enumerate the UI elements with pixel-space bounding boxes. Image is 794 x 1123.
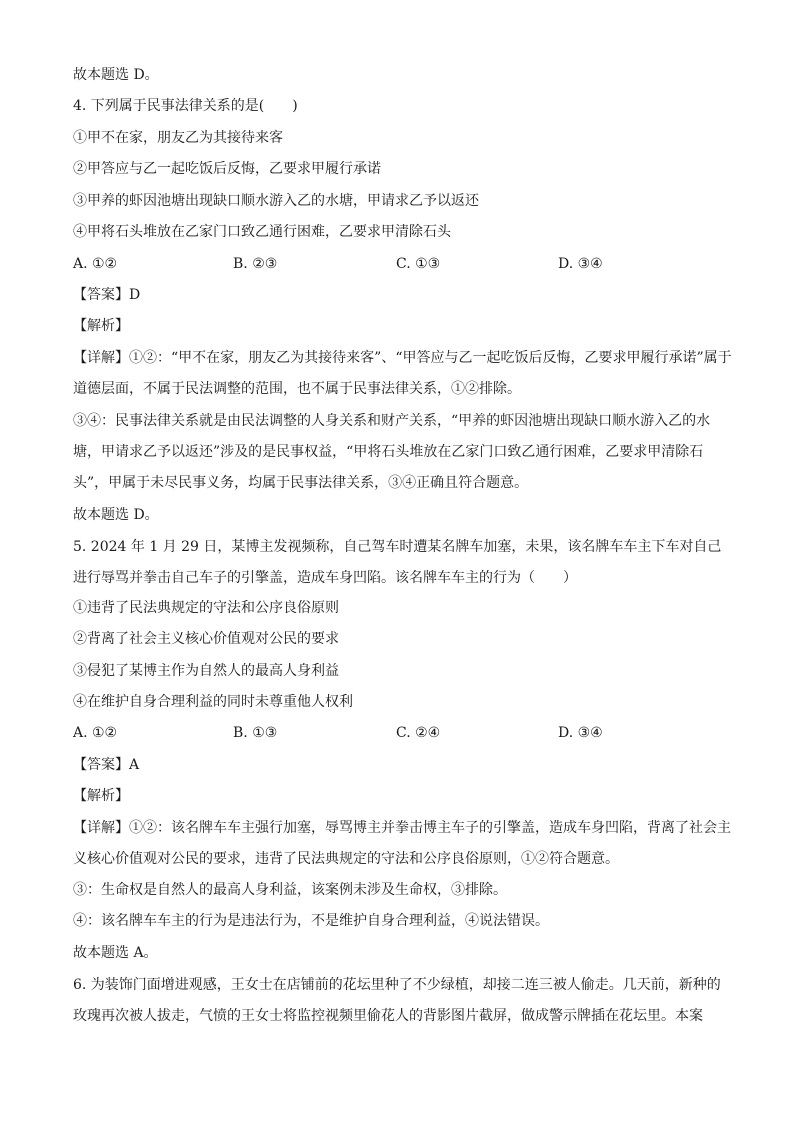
q4-detail-2: ③④：民事法律关系就是由民法调整的人身关系和财产关系，“甲养的虾因池塘出现缺口顺水游入乙的水塘，甲请求乙予以返还”涉及的是民事权益，“甲将石头堆放在乙家门口致乙通行困难，乙要求甲清除石头”，甲属于未尽民事义务，均属于民事法律关系，③④正确且符合题意。 — [73, 413, 711, 491]
q5-item-4: ④在维护自身合理利益的同时未尊重他人权利 — [73, 694, 353, 710]
q5-conclusion: 故本题选 A。 — [73, 945, 158, 961]
q6-stem: 6. 为装饰门面增进观感，王女士在店铺前的花坛里种了不少绿植，却接二连三被人偷走。几天前，新种的玫瑰再次被人拔走，气愤的王女士将监控视频里偷花人的背影图片截屏，做成警示牌插在花坛里。本案 — [73, 977, 721, 1024]
q4-item-3: ③甲养的虾因池塘出现缺口顺水游入乙的水塘，甲请求乙予以返还 — [73, 193, 479, 209]
q5-detail-3: ④：该名牌车车主的行为是违法行为，不是维护自身合理利益，④说法错误。 — [73, 913, 549, 929]
q4-option-c: C. ①③ — [396, 256, 441, 272]
q5-answer: 【答案】A — [73, 757, 140, 773]
q4-analysis-label: 【解析】 — [73, 318, 129, 334]
q5-option-d: D. ③④ — [558, 725, 603, 741]
q5-item-3: ③侵犯了某博主作为自然人的最高人身利益 — [73, 663, 339, 679]
q4-detail-1: 【详解】①②：“甲不在家，朋友乙为其接待来客”、“甲答应与乙一起吃饭后反悔，乙要求甲履行承诺”属于道德层面，不属于民法调整的范围，也不属于民事法律关系，①②排除。 — [73, 350, 732, 397]
q3-conclusion: 故本题选 D。 — [73, 67, 159, 83]
q4-item-1: ①甲不在家，朋友乙为其接待来客 — [73, 130, 283, 146]
q5-option-a: A. ①② — [73, 725, 118, 741]
q4-option-d: D. ③④ — [558, 256, 603, 272]
q5-detail-1: 【详解】①②：该名牌车车主强行加塞，辱骂博主并拳击博主车子的引擎盖，造成车身凹陷，背离了社会主义核心价值观对公民的要求，违背了民法典规定的守法和公序良俗原则，①②符合题意。 — [73, 820, 731, 867]
q5-option-b: B. ①③ — [233, 725, 278, 741]
q4-item-4: ④甲将石头堆放在乙家门口致乙通行困难，乙要求甲清除石头 — [73, 224, 451, 240]
q5-item-1: ①违背了民法典规定的守法和公序良俗原则 — [73, 600, 339, 616]
q4-option-b: B. ②③ — [233, 256, 278, 272]
q4-option-a: A. ①② — [73, 256, 118, 272]
q4-conclusion: 故本题选 D。 — [73, 507, 159, 523]
q5-stem: 5. 2024 年 1 月 29 日，某博主发视频称，自己驾车时遭某名牌车加塞，未果，该名牌车车主下车对自己进行辱骂并拳击自己车子的引擎盖，造成车身凹陷。该名牌车车主的行为（ ） — [73, 539, 722, 586]
q4-stem: 4. 下列属于民事法律关系的是( ) — [73, 98, 298, 114]
q5-analysis-label: 【解析】 — [73, 788, 129, 804]
q4-answer: 【答案】D — [73, 287, 141, 303]
q5-item-2: ②背离了社会主义核心价值观对公民的要求 — [73, 631, 339, 647]
q5-detail-2: ③：生命权是自然人的最高人身利益，该案例未涉及生命权，③排除。 — [73, 882, 507, 898]
q5-option-c: C. ②④ — [396, 725, 441, 741]
q4-item-2: ②甲答应与乙一起吃饭后反悔，乙要求甲履行承诺 — [73, 161, 381, 177]
